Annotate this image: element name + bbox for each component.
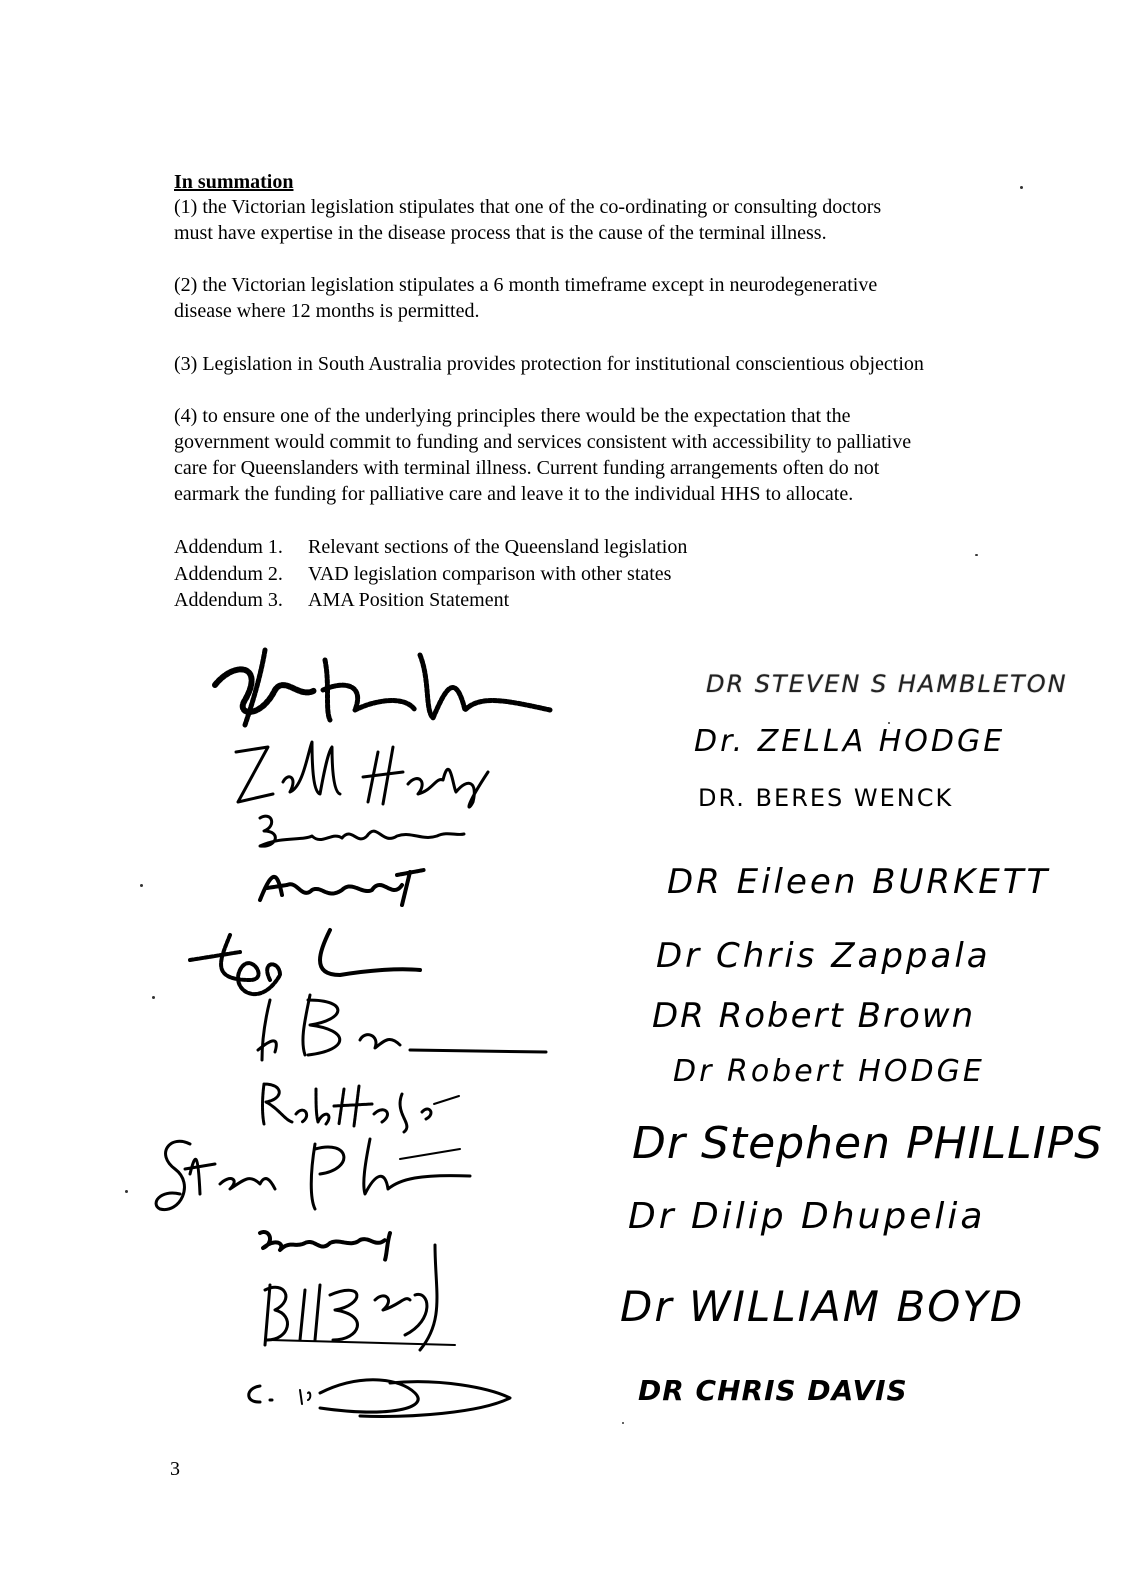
scan-speck xyxy=(975,554,978,556)
signature-wenck xyxy=(252,806,472,856)
addendum-item xyxy=(174,561,687,588)
addendum-number: Addendum 2. xyxy=(174,562,283,585)
printed-name: Dr Chris Zappala xyxy=(656,936,991,976)
scan-speck xyxy=(152,996,155,999)
scan-speck xyxy=(1020,186,1023,189)
paragraph-line: (4) to ensure one of the underlying principles there would be the expectation that the xyxy=(174,405,851,427)
scan-speck xyxy=(888,722,890,724)
signature-brown xyxy=(250,990,550,1070)
paragraph-line: government would commit to funding and services consistent with accessibility to palliative xyxy=(174,431,912,453)
printed-name: DR Eileen BURKETT xyxy=(667,862,1051,902)
signature-davis xyxy=(240,1368,520,1423)
printed-name: Dr Dilip Dhupelia xyxy=(628,1196,986,1237)
printed-name: Dr Robert HODGE xyxy=(673,1054,985,1089)
addendum-number: Addendum 3. xyxy=(174,589,283,611)
paragraph-3 xyxy=(174,351,1054,377)
printed-name: DR Robert Brown xyxy=(652,996,976,1036)
paragraph-1 xyxy=(174,194,1054,246)
paragraph-line: (1) the Victorian legislation stipulates that one of the co-ordinating or consulting doctors xyxy=(174,196,882,218)
addendum-item xyxy=(174,534,687,561)
page-number: 3 xyxy=(170,1458,180,1480)
printed-name: DR. BERES WENCK xyxy=(698,784,954,812)
paragraph-2 xyxy=(174,272,1054,324)
signature-zella-hodge xyxy=(228,732,498,812)
paragraph-4 xyxy=(174,403,1054,507)
printed-name: Dr. ZELLA HODGE xyxy=(694,724,1006,759)
addenda-list xyxy=(174,534,687,614)
signature-phillips xyxy=(150,1124,480,1224)
addendum-number: Addendum 1. xyxy=(174,536,283,558)
signature-boyd xyxy=(255,1240,465,1355)
section-heading: In summation xyxy=(174,171,294,193)
paragraph-line: disease where 12 months is permitted. xyxy=(174,300,480,322)
printed-name: DR STEVEN S HAMBLETON xyxy=(706,670,1068,698)
scan-speck xyxy=(140,884,143,887)
paragraph-line: (2) the Victorian legislation stipulates a 6 month timeframe except in neurodegenerative xyxy=(174,274,878,296)
scan-speck xyxy=(622,1422,624,1424)
printed-name: Dr WILLIAM BOYD xyxy=(620,1282,1025,1331)
printed-name: DR CHRIS DAVIS xyxy=(638,1374,908,1407)
addendum-item xyxy=(174,587,687,614)
paragraph-line: must have expertise in the disease process that is the cause of the terminal illness. xyxy=(174,222,827,244)
printed-name: Dr Stephen PHILLIPS xyxy=(632,1118,1104,1169)
addendum-title: Relevant sections of the Queensland legislation xyxy=(308,536,688,558)
addendum-title: VAD legislation comparison with other states xyxy=(308,562,672,585)
paragraph-line: earmark the funding for palliative care and leave it to the individual HHS to allocate. xyxy=(174,483,854,505)
paragraph-line: (3) Legislation in South Australia provides protection for institutional conscientious objection xyxy=(174,353,924,375)
paragraph-line: care for Queenslanders with terminal illness. Current funding arrangements often do not xyxy=(174,457,880,479)
scan-speck xyxy=(125,1190,128,1193)
signature-burkett xyxy=(252,860,432,910)
addendum-title: AMA Position Statement xyxy=(308,589,510,611)
signature-hambleton xyxy=(205,640,565,730)
